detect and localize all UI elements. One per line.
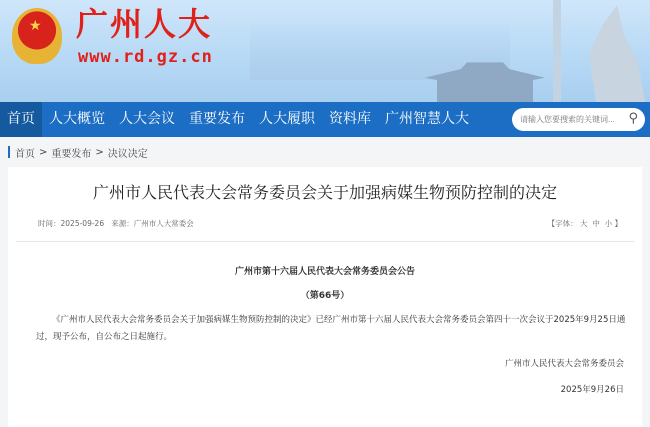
search-icon[interactable]: ⚲ <box>628 111 638 126</box>
source: 来源：广州市人大常委会 <box>111 219 194 228</box>
main-nav <box>0 102 650 137</box>
national-emblem-icon: ★ <box>12 8 62 64</box>
breadcrumb-separator: > <box>39 146 48 158</box>
nav-meetings[interactable]: 人大会议 <box>119 111 175 127</box>
nav-smart[interactable]: 广州智慧人大 <box>385 111 469 127</box>
font-size-control <box>548 219 622 229</box>
search-box <box>512 108 645 131</box>
font-label: 【字体： <box>547 219 578 228</box>
font-large[interactable]: 大 <box>580 219 588 228</box>
five-rams-statue-image <box>575 5 645 102</box>
nav-library[interactable]: 资料库 <box>329 111 371 127</box>
signature: 广州市人民代表大会常务委员会 <box>504 359 624 369</box>
announcement-heading: 广州市第十六届人民代表大会常务委员会公告 <box>234 267 415 277</box>
breadcrumb-home[interactable]: 首页 <box>15 148 35 160</box>
article-card <box>8 167 642 427</box>
breadcrumb <box>0 137 650 167</box>
font-small[interactable]: 小 <box>604 219 613 228</box>
nav-duties[interactable]: 人大履职 <box>259 111 315 127</box>
breadcrumb-decisions[interactable]: 决议决定 <box>107 148 148 160</box>
font-label-end: 】 <box>614 219 622 228</box>
article-meta <box>8 219 642 229</box>
article-title: 广州市人民代表大会常务委员会关于加强病媒生物预防控制的决定 <box>92 183 557 202</box>
breadcrumb-releases[interactable]: 重要发布 <box>51 148 92 160</box>
signature-date: 2025年9月26日 <box>560 385 624 395</box>
publish-time: 时间：2025-09-26 <box>38 219 105 228</box>
search-input[interactable] <box>520 115 620 124</box>
font-medium[interactable]: 中 <box>592 219 600 228</box>
breadcrumb-separator: > <box>95 146 104 158</box>
announcement-number: （第66号） <box>300 291 350 301</box>
nav-home[interactable]: 首页 <box>0 102 42 137</box>
divider <box>16 241 634 242</box>
header-banner <box>0 0 650 102</box>
article-body: 《广州市人民代表大会常务委员会关于加强病媒生物预防控制的决定》已经广州市第十六届人民代表大会常务委员会第四十一次会议于2025年9月25日通过，现予公布，自公布之日起施行。 <box>36 315 626 342</box>
nav-overview[interactable]: 人大概览 <box>49 111 105 127</box>
logo-title[interactable]: 广州人大 <box>76 5 213 43</box>
breadcrumb-marker <box>8 146 10 158</box>
nav-releases[interactable]: 重要发布 <box>189 111 245 127</box>
logo-url: www.rd.gz.cn <box>78 47 213 67</box>
canton-tower-image <box>553 0 561 102</box>
